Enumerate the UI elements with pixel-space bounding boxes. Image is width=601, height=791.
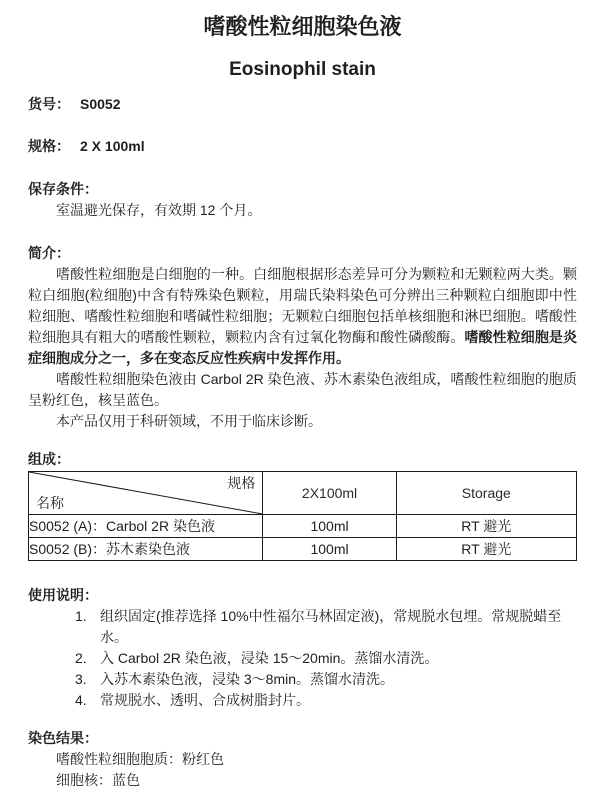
step-number: 4. [75, 692, 87, 708]
step-text: 常规脱水、透明、合成树脂封片。 [100, 692, 310, 708]
catalog-number-line [28, 94, 577, 115]
catalog-number-label: 货号： [28, 96, 70, 112]
stain-result-heading: 染色结果： [28, 730, 98, 746]
diagonal-header-cell [29, 472, 263, 515]
composition-header-row [29, 472, 577, 515]
component-a-storage: RT 避光 [396, 515, 576, 538]
component-a-name: S0052 (A)：Carbol 2R 染色液 [29, 515, 263, 538]
spec-label: 规格： [28, 138, 70, 154]
list-item [75, 648, 577, 669]
step-number: 1. [75, 608, 87, 624]
intro-paragraph-1-normal: 嗜酸性粒细胞是白细胞的一种。白细胞根据形态差异可分为颗粒和无颗粒两大类。颗粒白细胞(粒细胞)中含有特殊染色颗粒，用瑞氏染料染色可分辨出三种颗粒白细胞即中性粒细胞、嗜酸性粒细胞和嗜碱性粒细胞；无颗粒白细胞包括单核细胞和淋巴细胞。嗜酸性粒细胞具有粗大的嗜酸性颗粒，颗粒内含有过氧化物酶和酸性磷酸酶。 [28, 266, 577, 345]
composition-col-header-storage: Storage [396, 472, 576, 515]
stain-result-nucleus: 细胞核：蓝色 [56, 772, 140, 788]
diagonal-header-spec-label: 规格 [227, 475, 256, 491]
storage-conditions-heading: 保存条件： [28, 181, 98, 197]
intro-paragraph-3: 本产品仅用于科研领域，不用于临床诊断。 [56, 413, 322, 429]
page-title-en: Eosinophil stain [229, 59, 376, 80]
step-number: 3. [75, 671, 87, 687]
spec-value: 2 X 100ml [80, 138, 145, 154]
step-text: 入苏木素染色液，浸染 3～8min。蒸馏水清洗。 [100, 671, 395, 687]
storage-conditions-text: 室温避光保存，有效期 12 个月。 [56, 202, 262, 218]
step-text: 组织固定(推荐选择 10%中性福尔马林固定液)，常规脱水包埋。常规脱蜡至水。 [100, 608, 562, 645]
list-item [75, 690, 577, 711]
component-b-name: S0052 (B)：苏木素染色液 [29, 538, 263, 561]
list-item [75, 606, 577, 648]
component-b-storage: RT 避光 [396, 538, 576, 561]
component-b-amount: 100ml [263, 538, 396, 561]
component-a-amount: 100ml [263, 515, 396, 538]
list-item [75, 669, 577, 690]
intro-paragraph-1-bold: 嗜酸性粒细胞是炎症细胞成分之一，多在变态反应性疾病中发挥作用。 [28, 329, 578, 366]
composition-heading: 组成： [28, 451, 70, 467]
page-title-cn: 嗜酸性粒细胞染色液 [203, 14, 402, 39]
stain-result-cytoplasm: 嗜酸性粒细胞胞质：粉红色 [56, 751, 224, 767]
document-page [0, 13, 601, 788]
spec-line [28, 136, 577, 157]
diagonal-header-name-label: 名称 [36, 495, 64, 511]
step-text: 入 Carbol 2R 染色液，浸染 15～20min。蒸馏水清洗。 [100, 650, 439, 666]
step-number: 2. [75, 650, 87, 666]
usage-steps-list [28, 606, 577, 711]
intro-paragraph-2: 嗜酸性粒细胞染色液由 Carbol 2R 染色液、苏木素染色液组成，嗜酸性粒细胞的胞质呈粉红色，核呈蓝色。 [28, 371, 577, 408]
table-row [29, 515, 577, 538]
usage-instructions-heading: 使用说明： [28, 587, 98, 603]
composition-table [28, 471, 577, 561]
intro-heading: 简介： [28, 245, 70, 261]
table-row [29, 538, 577, 561]
catalog-number-value: S0052 [80, 96, 121, 112]
composition-col-header-size: 2X100ml [263, 472, 396, 515]
intro-paragraph-1 [28, 264, 577, 369]
